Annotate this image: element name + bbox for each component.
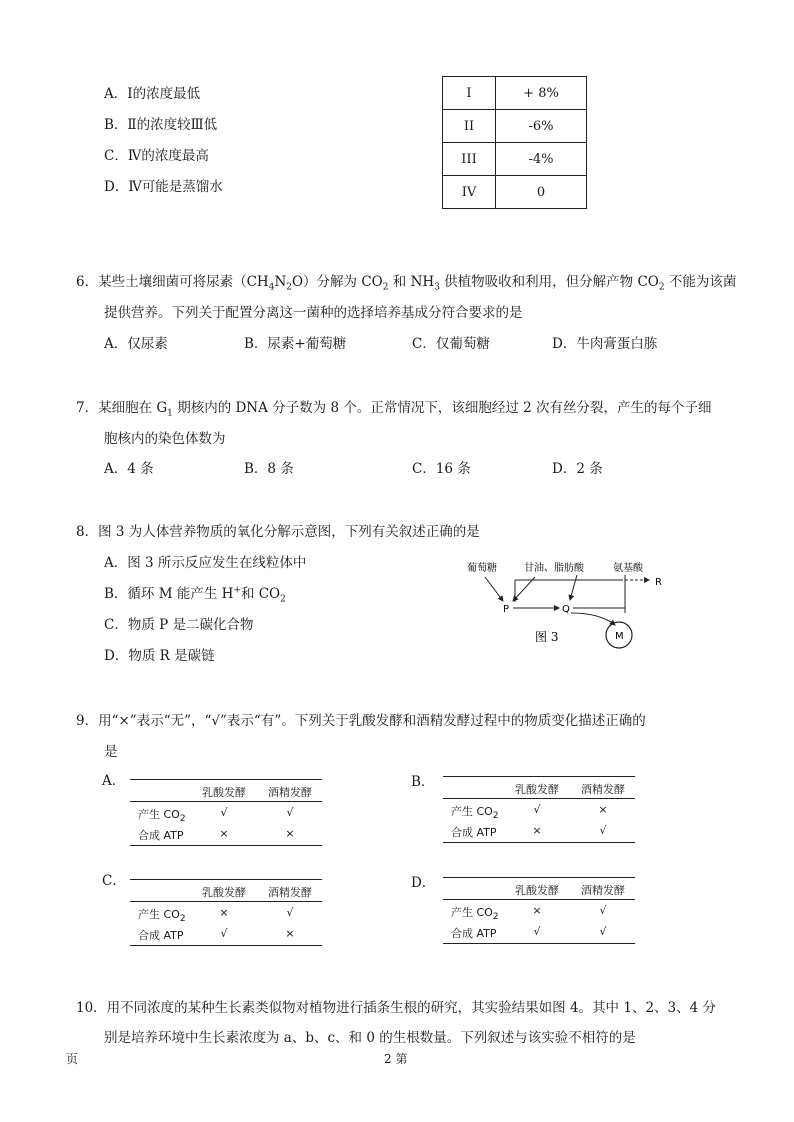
table-cell: √ <box>220 806 228 819</box>
row-label <box>138 806 186 824</box>
glucose-label: 葡萄糖 <box>467 563 497 574</box>
subscript: 2 <box>179 814 186 825</box>
glycerol-fattyacid-label: 甘油、脂肪酸 <box>524 563 584 574</box>
q6-option-a: A．仅尿素 <box>104 336 168 352</box>
q8-option-c: C．物质 P 是二碳化合物 <box>104 617 254 633</box>
table-cell: -6% <box>496 110 587 143</box>
amino-acid-label: 氨基酸 <box>613 563 643 574</box>
node-p-label: P <box>503 604 510 615</box>
q7-option-a: A．4 条 <box>104 461 154 477</box>
table-cell: + 8% <box>496 77 587 110</box>
q9-stem-line1: 9．用“×”表示“无”，“√”表示“有”。下列关于乳酸发酵和酒精发酵过程中的物质变化描述正确的 <box>76 713 646 729</box>
q10-stem-line1: 10．用不同浓度的某种生长素类似物对植物进行插条生根的研究，其实验结果如图 4。其中 1、2、3、4 分 <box>76 1000 716 1016</box>
q6-option-c: C．仅葡萄糖 <box>412 336 490 352</box>
table-cell: × <box>598 803 608 816</box>
table-cell: √ <box>220 927 228 940</box>
table-cell: √ <box>599 824 607 837</box>
subscript: 4 <box>268 282 275 293</box>
node-q-label: Q <box>562 604 570 615</box>
q7-stem-line1 <box>76 396 712 419</box>
table-cell: IV <box>443 176 496 209</box>
table-cell: I <box>443 77 496 110</box>
table-label: B． <box>411 774 435 790</box>
col-header: 酒精发酵 <box>581 783 625 796</box>
table-cell: × <box>532 904 542 917</box>
text: 6．某些土壤细菌可将尿素（CH <box>76 274 269 290</box>
row-label <box>138 906 186 924</box>
table-cell: √ <box>599 925 607 938</box>
q7-option-d: D．2 条 <box>552 461 603 477</box>
table-label: C． <box>102 873 126 889</box>
table-cell: √ <box>286 906 294 919</box>
col-header: 酒精发酵 <box>581 884 625 897</box>
q5-option-c: C．Ⅳ的浓度最高 <box>104 148 209 164</box>
col-header: 酒精发酵 <box>268 886 312 899</box>
table-row <box>443 176 587 209</box>
table-row <box>443 110 587 143</box>
text: 产生 CO <box>451 805 493 818</box>
table-cell: × <box>219 906 229 919</box>
cycle-m-label: M <box>615 631 624 642</box>
subscript: 2 <box>179 914 186 925</box>
table-cell: √ <box>533 925 541 938</box>
table-cell: × <box>219 827 229 840</box>
subscript: 2 <box>658 282 665 293</box>
q9-table-a <box>102 773 322 847</box>
q9-table-d <box>411 875 635 945</box>
text: 产生 CO <box>451 906 493 919</box>
arrow-glucose-p <box>485 577 503 601</box>
col-header: 乳酸发酵 <box>202 886 246 899</box>
table-cell: × <box>532 824 542 837</box>
arrow-q-m <box>571 613 615 625</box>
node-r-label: R <box>655 577 662 588</box>
q6-option-b: B．尿素+葡萄糖 <box>244 336 347 352</box>
row-label <box>451 803 499 821</box>
text: N <box>274 274 287 290</box>
subscript: 2 <box>382 282 389 293</box>
table-cell: II <box>443 110 496 143</box>
text: B．循环 M 能产生 H <box>104 586 234 602</box>
q5-option-b: B．Ⅱ的浓度较Ⅲ低 <box>104 117 218 133</box>
text: 产生 CO <box>138 908 180 921</box>
q6-stem-line2: 提供营养。下列关于配置分离这一菌种的选择培养基成分符合要求的是 <box>104 305 523 321</box>
text: 产生 CO <box>138 808 180 821</box>
col-header: 酒精发酵 <box>268 786 312 799</box>
table-cell: III <box>443 143 496 176</box>
row-label: 合成 ATP <box>451 927 497 940</box>
table-cell: × <box>285 927 295 940</box>
q5-option-a: A．Ⅰ的浓度最低 <box>104 86 201 102</box>
figure-caption: 图 3 <box>535 630 559 644</box>
q5-option-d: D．Ⅳ可能是蒸馏水 <box>104 179 223 195</box>
row-label: 合成 ATP <box>138 929 184 942</box>
q9-table-c <box>102 873 322 947</box>
table-label: A． <box>102 773 126 789</box>
q6-option-d: D．牛肉膏蛋白胨 <box>552 336 658 352</box>
table-cell: × <box>285 827 295 840</box>
footer-page-number: 2 第 <box>384 1052 408 1066</box>
q8-metabolism-diagram <box>455 555 675 660</box>
q9-table-b <box>411 774 635 844</box>
q6-stem-line1 <box>76 270 736 293</box>
table-row <box>443 143 587 176</box>
q8-option-b <box>104 582 286 605</box>
subscript: 2 <box>286 282 292 293</box>
subscript: 2 <box>492 912 499 923</box>
text: 期核内的 DNA 分子数为 8 个。正常情况下，该细胞经过 2 次有丝分裂，产生的每个子细 <box>172 400 712 416</box>
table-cell: √ <box>533 803 541 816</box>
subscript: 2 <box>280 594 286 605</box>
subscript: 1 <box>167 408 173 419</box>
col-header: 乳酸发酵 <box>515 884 559 897</box>
q7-option-b: B．8 条 <box>244 461 294 477</box>
subscript: 3 <box>434 282 440 293</box>
arrow-glycerol-p <box>513 577 535 601</box>
text: 和 CO <box>240 586 281 602</box>
table-cell: 0 <box>496 176 587 209</box>
text: O）分解为 CO <box>291 274 383 290</box>
subscript: 2 <box>492 811 499 822</box>
q8-option-a: A．图 3 所示反应发生在线粒体中 <box>104 555 307 571</box>
text: 7．某细胞在 G <box>76 400 168 416</box>
q5-result-table <box>442 76 587 209</box>
row-label: 合成 ATP <box>451 826 497 839</box>
arrow-fattyacid-q <box>570 575 577 600</box>
superscript: + <box>233 585 241 596</box>
text: 和 NH <box>388 274 435 290</box>
table-cell: -4% <box>496 143 587 176</box>
text: 不能为该菌 <box>664 274 737 290</box>
q8-stem: 8．图 3 为人体营养物质的氧化分解示意图，下列有关叙述正确的是 <box>76 524 480 540</box>
table-cell: √ <box>286 806 294 819</box>
q9-stem-line2: 是 <box>104 744 118 760</box>
q10-stem-line2: 别是培养环境中生长素浓度为 a、b、c、和 0 的生根数量。下列叙述与该实验不相符的是 <box>104 1030 636 1046</box>
q8-option-d: D．物质 R 是碳链 <box>104 648 215 664</box>
text: 供植物吸收和利用，但分解产物 CO <box>439 274 659 290</box>
table-cell: √ <box>599 904 607 917</box>
table-row <box>443 77 587 110</box>
col-header: 乳酸发酵 <box>202 786 246 799</box>
footer-page-char: 页 <box>66 1052 79 1066</box>
col-header: 乳酸发酵 <box>515 783 559 796</box>
table-label: D． <box>411 875 436 891</box>
row-label <box>451 904 499 922</box>
q7-stem-line2: 胞核内的染色体数为 <box>104 431 226 447</box>
row-label: 合成 ATP <box>138 829 184 842</box>
q7-option-c: C．16 条 <box>412 461 471 477</box>
